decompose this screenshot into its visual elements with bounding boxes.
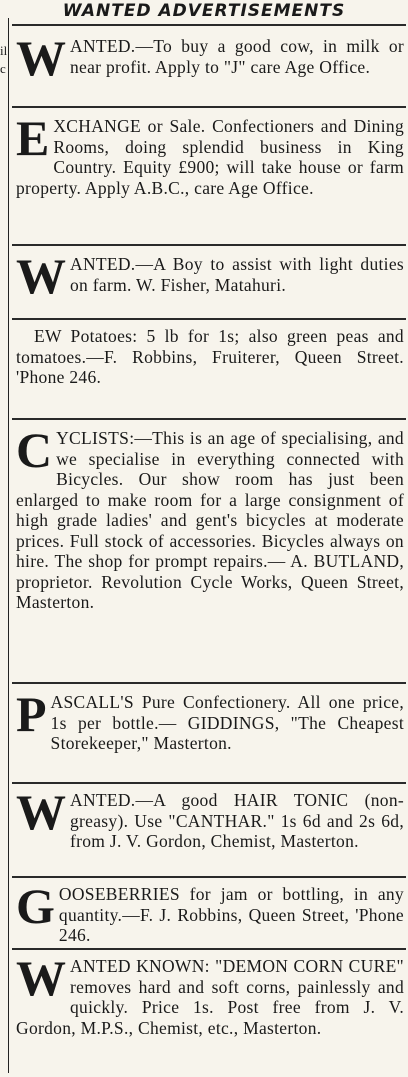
divider <box>12 418 406 420</box>
divider <box>12 318 406 320</box>
drop-cap: C <box>16 422 53 478</box>
drop-cap: W <box>16 950 66 1006</box>
ad-corn-cure <box>16 950 404 1038</box>
divider <box>12 682 406 684</box>
ad-text: ASCALL'S Pure Confectionery. All one price, 1s per bottle.— GIDDINGS, "The Cheapest Storekeeper," Masterton. <box>50 692 404 753</box>
ad-pascall <box>16 686 404 754</box>
ad-text: OOSEBERRIES for jam or bottling, in any quantity.—F. J. Robbins, Queen Street, 'Phone 246. <box>58 884 404 945</box>
ad-text: ANTED.—A Boy to assist with light duties on farm. W. Fisher, Matahuri. <box>70 254 404 295</box>
drop-cap: E <box>16 110 50 166</box>
ad-cyclists <box>16 422 404 613</box>
drop-cap: G <box>16 878 55 934</box>
drop-cap: W <box>16 784 66 840</box>
ad-wanted-cow <box>16 30 404 86</box>
margin-marks <box>0 42 7 78</box>
drop-cap: P <box>16 686 47 742</box>
margin-mark: c <box>0 61 6 76</box>
ad-text: ANTED.—A good HAIR TONIC (non-greasy). Use "CANTHAR." 1s 6d and 2s 6d, from J. V. Gordon, Chemist, Masterton. <box>70 790 404 851</box>
ad-potatoes <box>16 326 404 388</box>
ad-wanted-boy <box>16 248 404 304</box>
ad-text: EW Potatoes: 5 lb for 1s; also green peas and tomatoes.—F. Robbins, Fruiterer, Queen Street. 'Phone 246. <box>16 326 404 387</box>
ad-text: ANTED.—To buy a good cow, in milk or near profit. Apply to "J" care Age Office. <box>70 36 404 77</box>
section-header: WANTED ADVERTISEMENTS <box>62 1 346 21</box>
divider <box>12 24 406 26</box>
divider <box>12 244 406 246</box>
ad-gooseberries <box>16 878 404 946</box>
ad-text: YCLISTS:—This is an age of specialising, and we specialise in everything connected with Bicycles. Our show room has just been enlarged to make room for a large consignment of high grade ladies' and gent's bicycles at moderate prices. Full stock of accessories. Bicycles always on hire. The shop for prompt repairs.— A. BUTLAND, proprietor. Revolution Cycle Works, Queen Street, Masterton. <box>16 428 404 612</box>
margin-mark: il <box>0 43 8 58</box>
divider <box>12 782 406 784</box>
ad-hair-tonic <box>16 784 404 852</box>
divider <box>12 106 406 108</box>
column-rule <box>8 18 9 1073</box>
drop-cap: W <box>16 248 66 304</box>
divider <box>12 948 406 950</box>
ad-exchange <box>16 110 404 198</box>
ad-text: XCHANGE or Sale. Confectioners and Dining Rooms, doing splendid business in King Country. Equity £900; will take house or farm property. Apply A.B.C., care Age Office. <box>16 116 404 198</box>
divider <box>12 876 406 878</box>
drop-cap: W <box>16 30 66 86</box>
ad-text: ANTED KNOWN: "DEMON CORN CURE" removes hard and soft corns, painlessly and quickly. Price 1s. Post free from J. V. Gordon, M.P.S., Chemist, etc., Masterton. <box>16 956 404 1038</box>
